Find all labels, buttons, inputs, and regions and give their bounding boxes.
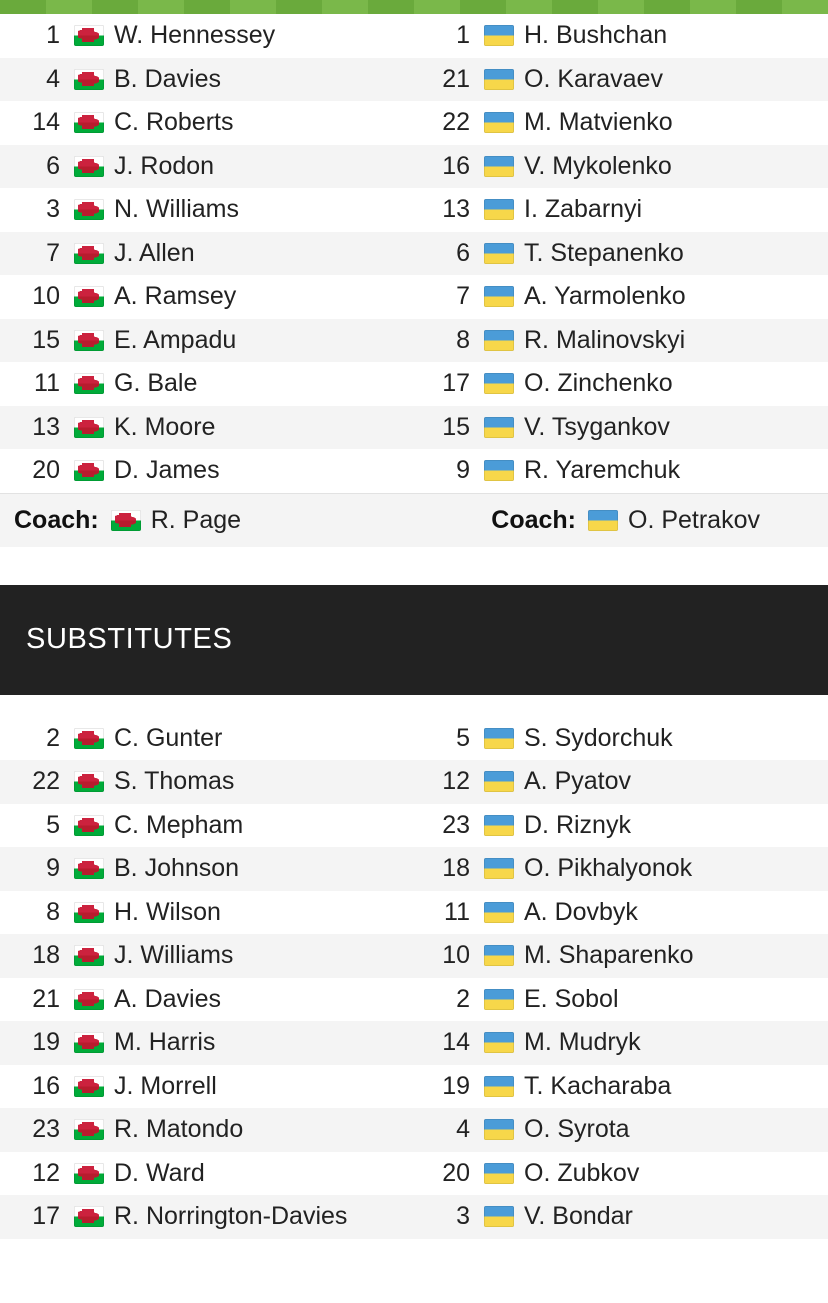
home-player-entry[interactable]: [0, 760, 414, 804]
table-row[interactable]: [0, 58, 828, 102]
home-player-name: W. Hennessey: [114, 21, 276, 50]
away-player-number: 6: [456, 238, 470, 267]
table-row[interactable]: [0, 188, 828, 232]
home-player-entry[interactable]: [0, 319, 414, 363]
away-player-number: 19: [442, 1071, 470, 1100]
away-coach-label: Coach:: [491, 505, 576, 534]
away-player-entry[interactable]: [414, 406, 828, 450]
ukraine-flag-icon: [484, 417, 514, 438]
wales-flag-icon: [74, 330, 104, 351]
home-player-name: N. Williams: [114, 195, 239, 224]
home-player-entry[interactable]: [0, 717, 414, 761]
pitch-stripe-banner: [0, 0, 828, 14]
table-row[interactable]: [0, 760, 828, 804]
table-row[interactable]: [0, 978, 828, 1022]
home-player-name: B. Davies: [114, 64, 221, 93]
away-player-entry[interactable]: [414, 58, 828, 102]
table-row[interactable]: [0, 232, 828, 276]
table-row[interactable]: [0, 1108, 828, 1152]
away-player-name: R. Yaremchuk: [524, 456, 681, 485]
away-player-entry[interactable]: [414, 232, 828, 276]
home-player-name: D. James: [114, 456, 220, 485]
home-player-number: 5: [46, 810, 60, 839]
wales-flag-icon: [74, 728, 104, 749]
ukraine-flag-icon: [484, 1076, 514, 1097]
home-coach: [0, 494, 414, 547]
wales-flag-icon: [74, 25, 104, 46]
away-player-number: 1: [456, 21, 470, 50]
away-player-name: M. Shaparenko: [524, 941, 694, 970]
home-player-entry[interactable]: [0, 847, 414, 891]
table-row[interactable]: [0, 804, 828, 848]
away-player-name: H. Bushchan: [524, 21, 668, 50]
ukraine-flag-icon: [484, 69, 514, 90]
away-player-entry[interactable]: [414, 1152, 828, 1196]
away-player-number: 21: [442, 64, 470, 93]
ukraine-flag-icon: [484, 199, 514, 220]
away-player-name: T. Kacharaba: [524, 1071, 672, 1100]
table-row[interactable]: [0, 1195, 828, 1239]
away-player-entry[interactable]: [414, 717, 828, 761]
home-player-entry[interactable]: [0, 14, 414, 58]
table-row[interactable]: [0, 145, 828, 189]
ukraine-flag-icon: [484, 858, 514, 879]
home-player-number: 7: [46, 238, 60, 267]
wales-flag-icon: [74, 417, 104, 438]
away-player-entry[interactable]: [414, 1108, 828, 1152]
away-player-entry[interactable]: [414, 101, 828, 145]
wales-flag-icon: [74, 156, 104, 177]
away-player-name: V. Tsygankov: [524, 412, 670, 441]
away-player-entry[interactable]: [414, 319, 828, 363]
away-player-entry[interactable]: [414, 847, 828, 891]
home-player-name: H. Wilson: [114, 897, 221, 926]
away-player-name: O. Zubkov: [524, 1158, 640, 1187]
ukraine-flag-icon: [484, 460, 514, 481]
wales-flag-icon: [74, 1032, 104, 1053]
home-player-number: 6: [46, 151, 60, 180]
table-row[interactable]: [0, 319, 828, 363]
away-player-entry[interactable]: [414, 188, 828, 232]
home-player-name: M. Harris: [114, 1028, 216, 1057]
away-player-number: 5: [456, 723, 470, 752]
wales-flag-icon: [74, 858, 104, 879]
home-player-entry[interactable]: [0, 362, 414, 406]
away-player-number: 8: [456, 325, 470, 354]
wales-flag-icon: [74, 1119, 104, 1140]
home-player-number: 19: [32, 1028, 60, 1057]
home-player-number: 21: [32, 984, 60, 1013]
wales-flag-icon: [74, 902, 104, 923]
away-player-name: V. Mykolenko: [524, 151, 672, 180]
home-player-name: A. Ramsey: [114, 282, 237, 311]
ukraine-flag-icon: [484, 373, 514, 394]
home-player-entry[interactable]: [0, 275, 414, 319]
section-spacer: [0, 547, 828, 585]
table-row[interactable]: [0, 362, 828, 406]
home-player-entry[interactable]: [0, 1065, 414, 1109]
home-player-name: J. Rodon: [114, 151, 215, 180]
table-row[interactable]: [0, 1065, 828, 1109]
home-player-entry[interactable]: [0, 934, 414, 978]
home-player-entry[interactable]: [0, 1108, 414, 1152]
away-player-number: 7: [456, 282, 470, 311]
away-player-number: 23: [442, 810, 470, 839]
home-player-entry[interactable]: [0, 1021, 414, 1065]
away-player-number: 22: [442, 108, 470, 137]
away-player-name: S. Sydorchuk: [524, 723, 673, 752]
ukraine-flag-icon: [484, 112, 514, 133]
wales-flag-icon: [74, 69, 104, 90]
away-player-number: 9: [456, 456, 470, 485]
ukraine-flag-icon: [484, 1119, 514, 1140]
coach-row: [0, 493, 828, 547]
away-player-entry[interactable]: [414, 275, 828, 319]
home-player-number: 20: [32, 456, 60, 485]
home-player-number: 17: [32, 1202, 60, 1231]
away-player-entry[interactable]: [414, 14, 828, 58]
ukraine-flag-icon: [484, 1163, 514, 1184]
away-player-entry[interactable]: [414, 891, 828, 935]
home-player-name: R. Norrington-Davies: [114, 1202, 348, 1231]
away-player-entry[interactable]: [414, 978, 828, 1022]
home-player-name: J. Williams: [114, 941, 234, 970]
ukraine-flag-icon: [484, 902, 514, 923]
wales-flag-icon: [111, 510, 141, 531]
home-player-number: 18: [32, 941, 60, 970]
away-player-name: T. Stepanenko: [524, 238, 684, 267]
ukraine-flag-icon: [484, 989, 514, 1010]
ukraine-flag-icon: [484, 815, 514, 836]
away-player-name: A. Dovbyk: [524, 897, 638, 926]
away-player-name: A. Pyatov: [524, 767, 631, 796]
home-player-number: 8: [46, 897, 60, 926]
away-player-name: O. Pikhalyonok: [524, 854, 693, 883]
substitutes-spacer: [0, 695, 828, 717]
away-player-number: 16: [442, 151, 470, 180]
away-player-name: M. Matvienko: [524, 108, 673, 137]
away-player-name: R. Malinovskyi: [524, 325, 686, 354]
home-player-name: C. Mepham: [114, 810, 244, 839]
away-player-number: 2: [456, 984, 470, 1013]
ukraine-flag-icon: [484, 25, 514, 46]
wales-flag-icon: [74, 1163, 104, 1184]
away-player-name: V. Bondar: [524, 1202, 633, 1231]
ukraine-flag-icon: [484, 286, 514, 307]
wales-flag-icon: [74, 1206, 104, 1227]
home-player-number: 22: [32, 767, 60, 796]
home-player-name: R. Matondo: [114, 1115, 244, 1144]
home-player-entry[interactable]: [0, 449, 414, 493]
wales-flag-icon: [74, 199, 104, 220]
home-player-number: 23: [32, 1115, 60, 1144]
home-player-entry[interactable]: [0, 145, 414, 189]
ukraine-flag-icon: [484, 1032, 514, 1053]
away-player-entry[interactable]: [414, 1195, 828, 1239]
home-player-name: C. Gunter: [114, 723, 223, 752]
wales-flag-icon: [74, 771, 104, 792]
away-player-name: M. Mudryk: [524, 1028, 641, 1057]
home-player-entry[interactable]: [0, 804, 414, 848]
away-player-name: O. Karavaev: [524, 64, 663, 93]
home-player-entry[interactable]: [0, 1195, 414, 1239]
wales-flag-icon: [74, 460, 104, 481]
wales-flag-icon: [74, 945, 104, 966]
home-player-name: S. Thomas: [114, 767, 235, 796]
away-player-name: E. Sobol: [524, 984, 619, 1013]
away-player-entry[interactable]: [414, 934, 828, 978]
away-player-name: O. Syrota: [524, 1115, 630, 1144]
away-player-number: 15: [442, 412, 470, 441]
home-player-number: 9: [46, 854, 60, 883]
table-row[interactable]: [0, 1021, 828, 1065]
home-player-entry[interactable]: [0, 978, 414, 1022]
away-player-number: 11: [444, 897, 470, 926]
ukraine-flag-icon: [484, 728, 514, 749]
home-player-name: J. Morrell: [114, 1071, 217, 1100]
home-player-name: B. Johnson: [114, 854, 240, 883]
table-row[interactable]: [0, 406, 828, 450]
ukraine-flag-icon: [484, 243, 514, 264]
away-player-name: O. Zinchenko: [524, 369, 673, 398]
table-row[interactable]: [0, 934, 828, 978]
table-row[interactable]: [0, 847, 828, 891]
away-player-entry[interactable]: [414, 1065, 828, 1109]
home-player-name: K. Moore: [114, 412, 216, 441]
away-player-number: 3: [456, 1202, 470, 1231]
away-player-number: 4: [456, 1115, 470, 1144]
table-row[interactable]: [0, 101, 828, 145]
away-player-entry[interactable]: [414, 449, 828, 493]
away-player-number: 18: [442, 854, 470, 883]
ukraine-flag-icon: [484, 1206, 514, 1227]
substitutes-table: [0, 717, 828, 1239]
home-player-number: 12: [32, 1158, 60, 1187]
ukraine-flag-icon: [588, 510, 618, 531]
ukraine-flag-icon: [484, 330, 514, 351]
away-player-entry[interactable]: [414, 362, 828, 406]
home-player-entry[interactable]: [0, 232, 414, 276]
table-row[interactable]: [0, 891, 828, 935]
wales-flag-icon: [74, 815, 104, 836]
home-player-entry[interactable]: [0, 101, 414, 145]
home-coach-label: Coach:: [14, 505, 99, 534]
away-coach: [414, 494, 828, 547]
home-player-number: 1: [46, 21, 60, 50]
wales-flag-icon: [74, 243, 104, 264]
away-player-name: A. Yarmolenko: [524, 282, 686, 311]
table-row[interactable]: [0, 449, 828, 493]
away-player-number: 10: [442, 941, 470, 970]
away-player-number: 12: [442, 767, 470, 796]
home-player-number: 10: [32, 282, 60, 311]
away-player-number: 20: [442, 1158, 470, 1187]
home-player-entry[interactable]: [0, 891, 414, 935]
wales-flag-icon: [74, 989, 104, 1010]
home-player-number: 14: [32, 108, 60, 137]
table-row[interactable]: [0, 1152, 828, 1196]
table-row[interactable]: [0, 14, 828, 58]
away-player-number: 17: [442, 369, 470, 398]
starting-lineup-table: [0, 14, 828, 493]
home-player-name: C. Roberts: [114, 108, 234, 137]
away-player-entry[interactable]: [414, 760, 828, 804]
away-player-entry[interactable]: [414, 145, 828, 189]
wales-flag-icon: [74, 112, 104, 133]
ukraine-flag-icon: [484, 771, 514, 792]
away-player-number: 14: [442, 1028, 470, 1057]
substitutes-header-title: SUBSTITUTES: [26, 623, 233, 655]
home-player-name: J. Allen: [114, 238, 195, 267]
wales-flag-icon: [74, 373, 104, 394]
home-player-entry[interactable]: [0, 58, 414, 102]
home-player-number: 16: [32, 1071, 60, 1100]
home-player-name: D. Ward: [114, 1158, 205, 1187]
home-player-number: 15: [32, 325, 60, 354]
wales-flag-icon: [74, 1076, 104, 1097]
home-player-entry[interactable]: [0, 1152, 414, 1196]
substitutes-header: [0, 585, 828, 695]
home-player-number: 2: [46, 723, 60, 752]
away-player-name: I. Zabarnyi: [524, 195, 643, 224]
away-player-name: D. Riznyk: [524, 810, 631, 839]
home-coach-name: R. Page: [150, 505, 242, 534]
home-player-name: E. Ampadu: [114, 325, 237, 354]
ukraine-flag-icon: [484, 156, 514, 177]
table-row[interactable]: [0, 717, 828, 761]
away-player-entry[interactable]: [414, 1021, 828, 1065]
home-player-name: G. Bale: [114, 369, 198, 398]
home-player-number: 13: [32, 412, 60, 441]
away-player-entry[interactable]: [414, 804, 828, 848]
home-player-entry[interactable]: [0, 188, 414, 232]
home-player-number: 11: [34, 369, 60, 398]
home-player-number: 4: [46, 64, 60, 93]
away-coach-name: O. Petrakov: [628, 505, 760, 534]
table-row[interactable]: [0, 275, 828, 319]
home-player-name: A. Davies: [114, 984, 221, 1013]
home-player-entry[interactable]: [0, 406, 414, 450]
home-player-number: 3: [46, 195, 60, 224]
away-player-number: 13: [442, 195, 470, 224]
ukraine-flag-icon: [484, 945, 514, 966]
wales-flag-icon: [74, 286, 104, 307]
